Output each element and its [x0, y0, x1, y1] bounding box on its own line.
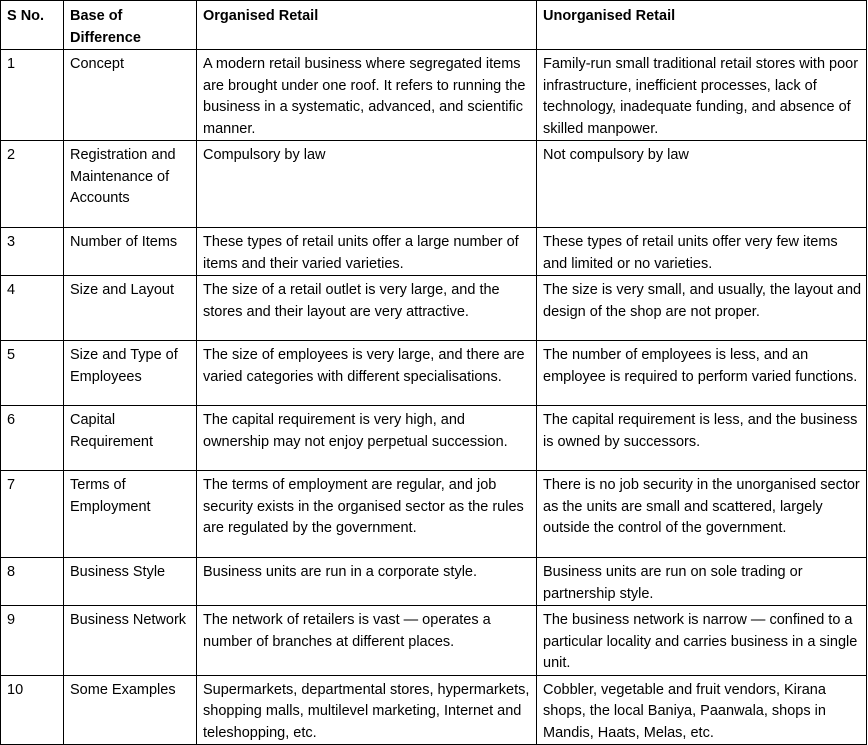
cell-unorganised: Business units are run on sole trading or partnership style. — [537, 558, 867, 606]
table-body — [1, 50, 867, 745]
cell-unorganised: The size is very small, and usually, the layout and design of the shop are not proper. — [537, 276, 867, 341]
table-row — [1, 406, 867, 471]
cell-base: Terms of Employment — [64, 471, 197, 558]
cell-unorganised: These types of retail units offer very few items and limited or no varieties. — [537, 228, 867, 276]
cell-organised: Supermarkets, departmental stores, hypermarkets, shopping malls, multilevel marketing, Internet and teleshopping, etc. — [197, 675, 537, 745]
cell-unorganised: The number of employees is less, and an employee is required to perform varied functions. — [537, 341, 867, 406]
header-base-of-difference: Base of Difference — [64, 1, 197, 50]
cell-sno: 3 — [1, 228, 64, 276]
cell-sno: 8 — [1, 558, 64, 606]
header-row — [1, 1, 867, 50]
cell-sno: 2 — [1, 141, 64, 228]
header-sno: S No. — [1, 1, 64, 50]
cell-unorganised: There is no job security in the unorganised sector as the units are small and scattered, largely outside the control of the government. — [537, 471, 867, 558]
cell-organised: The size of employees is very large, and there are varied categories with different specialisations. — [197, 341, 537, 406]
cell-organised: The size of a retail outlet is very large, and the stores and their layout are very attractive. — [197, 276, 537, 341]
cell-sno: 4 — [1, 276, 64, 341]
header-organised-retail: Organised Retail — [197, 1, 537, 50]
cell-organised: These types of retail units offer a large number of items and their varied varieties. — [197, 228, 537, 276]
cell-base: Size and Layout — [64, 276, 197, 341]
cell-unorganised: The capital requirement is less, and the business is owned by successors. — [537, 406, 867, 471]
cell-base: Business Network — [64, 606, 197, 676]
table-row — [1, 276, 867, 341]
cell-sno: 6 — [1, 406, 64, 471]
cell-organised: The network of retailers is vast — operates a number of branches at different places. — [197, 606, 537, 676]
cell-sno: 7 — [1, 471, 64, 558]
cell-base: Concept — [64, 50, 197, 141]
cell-base: Number of Items — [64, 228, 197, 276]
cell-unorganised: The business network is narrow — confined to a particular locality and carries business in a single unit. — [537, 606, 867, 676]
cell-base: Some Examples — [64, 675, 197, 745]
cell-base: Registration and Maintenance of Accounts — [64, 141, 197, 228]
cell-base: Capital Requirement — [64, 406, 197, 471]
header-unorganised-retail: Unorganised Retail — [537, 1, 867, 50]
cell-base: Size and Type of Employees — [64, 341, 197, 406]
cell-unorganised: Cobbler, vegetable and fruit vendors, Kirana shops, the local Baniya, Paanwala, shops in Mandis, Haats, Melas, etc. — [537, 675, 867, 745]
cell-sno: 10 — [1, 675, 64, 745]
cell-sno: 9 — [1, 606, 64, 676]
cell-organised: Business units are run in a corporate style. — [197, 558, 537, 606]
cell-sno: 5 — [1, 341, 64, 406]
cell-unorganised: Not compulsory by law — [537, 141, 867, 228]
table-row — [1, 675, 867, 745]
cell-sno: 1 — [1, 50, 64, 141]
table-header — [1, 1, 867, 50]
table-row — [1, 141, 867, 228]
cell-organised: The terms of employment are regular, and job security exists in the organised sector as the rules are regulated by the government. — [197, 471, 537, 558]
cell-organised: The capital requirement is very high, and ownership may not enjoy perpetual succession. — [197, 406, 537, 471]
table-row — [1, 341, 867, 406]
cell-organised: Compulsory by law — [197, 141, 537, 228]
table-row — [1, 50, 867, 141]
cell-organised: A modern retail business where segregated items are brought under one roof. It refers to running the business in a systematic, advanced, and scientific manner. — [197, 50, 537, 141]
table-row — [1, 228, 867, 276]
table-row — [1, 606, 867, 676]
cell-unorganised: Family-run small traditional retail stores with poor infrastructure, inefficient processes, lack of technology, inadequate funding, and absence of skilled manpower. — [537, 50, 867, 141]
cell-base: Business Style — [64, 558, 197, 606]
table-row — [1, 558, 867, 606]
table-row — [1, 471, 867, 558]
